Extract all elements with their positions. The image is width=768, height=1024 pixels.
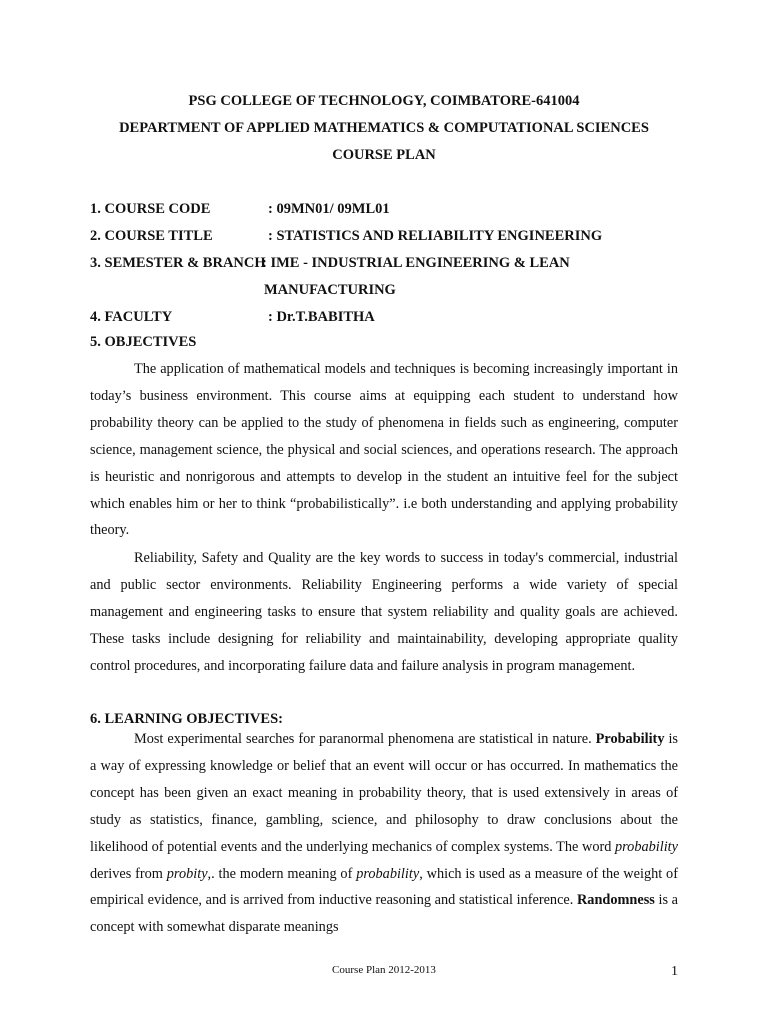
probability-term: Probability: [595, 731, 665, 747]
learning-text-4: ,. the modern meaning of: [207, 865, 357, 882]
learning-text-1: Most experimental searches for paranormal phenomena are statistical in nature.: [134, 731, 592, 747]
course-title-value: : STATISTICS AND RELIABILITY ENGINEERING: [268, 228, 603, 244]
objectives-text-1: The application of mathematical models and techniques is becoming increasingly important in today’s business environment. This course aims at equipping each student to understand how probability theory can be applied to the study of phenomena in fields such as engineering, computer science, management science, the physical and social sciences, and operations research. The approach is heuristic and nonrigorous and attempts to develop in the student an intuitive feel for the subject which enables him or her to think “probabilistically”. i.e both understanding and applying probability theory.: [90, 361, 678, 539]
footer-text: Course Plan 2012-2013: [332, 964, 436, 976]
objectives-text-2: Reliability, Safety and Quality are the key words to success in today's commercial, industrial and public sector environments. Reliability Engineering performs a wide variety of special management and engineering tasks to ensure that system reliability and quality goals are achieved. These tasks include designing for reliability and maintainability, developing appropriate quality control procedures, and incorporating failure data and failure analysis in program management.: [90, 550, 678, 674]
college-name: PSG COLLEGE OF TECHNOLOGY, COIMBATORE-641004: [188, 93, 580, 109]
course-code-label: 1. COURSE CODE: [90, 201, 211, 217]
objectives-heading: 5. OBJECTIVES: [90, 334, 197, 350]
department-name: DEPARTMENT OF APPLIED MATHEMATICS & COMPUTATIONAL SCIENCES: [119, 120, 649, 136]
learning-text-3: derives from: [90, 865, 167, 882]
document-title: COURSE PLAN: [332, 147, 436, 163]
learning-text-5: , which is used as a measure of the weight of empirical evidence, and is arrived from inductive reasoning and statistical inference.: [90, 865, 678, 909]
page-number: 1: [671, 964, 678, 979]
probability-italic-1: probability: [614, 838, 678, 855]
course-title-label: 2. COURSE TITLE: [90, 228, 213, 244]
faculty-value: : Dr.T.BABITHA: [268, 309, 375, 325]
semester-branch-value: : IME - INDUSTRIAL ENGINEERING & LEAN: [262, 255, 570, 271]
learning-objectives-heading: 6. LEARNING OBJECTIVES:: [90, 711, 283, 727]
objectives-paragraph-2: [90, 545, 678, 680]
learning-objectives-paragraph: [90, 726, 678, 941]
learning-text-6: is a concept with somewhat disparate meanings: [90, 892, 678, 936]
probability-italic-2: probability: [356, 865, 420, 882]
faculty-label: 4. FACULTY: [90, 309, 173, 325]
randomness-term: Randomness: [576, 892, 655, 909]
probity-italic: probity: [166, 865, 208, 882]
learning-text-2: is a way of expressing knowledge or belief that an event will occur or has occurred. In mathematics the concept has been given an exact meaning in probability theory, that is used extensively in areas of study as statistics, finance, gambling, science, and philosophy to draw conclusions about the likelihood of potential events and the underlying mechanics of complex systems. The word: [90, 731, 678, 855]
semester-branch-value-cont: MANUFACTURING: [264, 282, 396, 298]
objectives-paragraph-1: [90, 356, 678, 544]
semester-branch-label: 3. SEMESTER & BRANCH: [90, 255, 266, 271]
course-code-value: : 09MN01/ 09ML01: [268, 201, 390, 217]
